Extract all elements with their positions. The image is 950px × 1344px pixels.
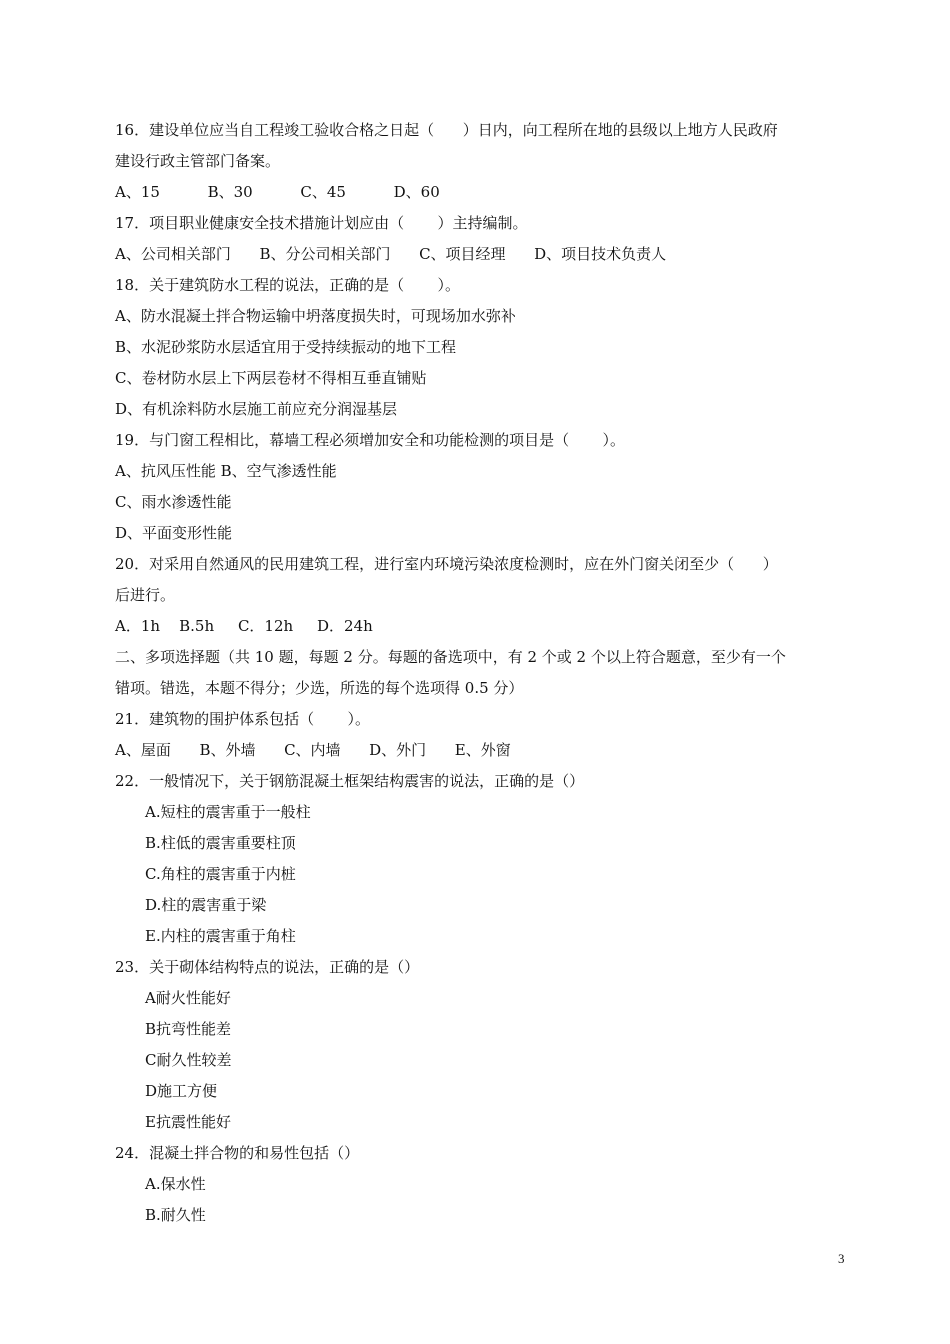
question-18-option-c: C、卷材防水层上下两层卷材不得相互垂直铺贴 (115, 369, 427, 387)
question-24-option-b: B.耐久性 (145, 1206, 206, 1224)
question-20-line-1: 20．对采用自然通风的民用建筑工程，进行室内环境污染浓度检测时，应在外门窗关闭至少（ ） (115, 555, 778, 573)
question-16-line-1: 16．建设单位应当自工程竣工验收合格之日起（ ）日内，向工程所在地的县级以上地方人民政府 (115, 121, 778, 139)
question-19: 19．与门窗工程相比，幕墙工程必须增加安全和功能检测的项目是（ ）。 (115, 431, 625, 449)
question-22-option-e: E.内柱的震害重于角柱 (145, 927, 296, 945)
question-22: 22．一般情况下，关于钢筋混凝土框架结构震害的说法，正确的是（） (115, 772, 585, 790)
question-18-option-a: A、防水混凝土拌合物运输中坍落度损失时，可现场加水弥补 (115, 307, 516, 325)
question-19-option-c: C、雨水渗透性能 (115, 493, 232, 511)
question-23-option-c: C耐久性较差 (145, 1051, 232, 1069)
question-17-options: A、公司相关部门 B、分公司相关部门 C、项目经理 D、项目技术负责人 (115, 245, 667, 263)
question-18: 18．关于建筑防水工程的说法，正确的是（ ）。 (115, 276, 460, 294)
question-21: 21．建筑物的围护体系包括（ ）。 (115, 710, 370, 728)
question-22-option-b: B.柱低的震害重要柱顶 (145, 834, 296, 852)
question-20-line-2: 后进行。 (115, 586, 176, 604)
question-18-option-d: D、有机涂料防水层施工前应充分润湿基层 (115, 400, 398, 418)
question-23-option-e: E抗震性能好 (145, 1113, 231, 1131)
question-24-option-a: A.保水性 (145, 1175, 206, 1193)
section-2-heading-line-1: 二、多项选择题（共 10 题，每题 2 分。每题的备选项中，有 2 个或 2 个以上符合题意，至少有一个 (115, 648, 786, 666)
question-23-option-b: B抗弯性能差 (145, 1020, 232, 1038)
question-22-option-a: A.短柱的震害重于一般柱 (145, 803, 311, 821)
page-number: 3 (838, 1251, 845, 1266)
section-2-heading-line-2: 错项。错选，本题不得分；少选，所选的每个选项得 0.5 分） (115, 679, 524, 697)
question-16-options: A、15 B、30 C、45 D、60 (115, 183, 440, 201)
question-19-option-d: D、平面变形性能 (115, 524, 233, 542)
question-16-line-2: 建设行政主管部门备案。 (115, 152, 281, 170)
question-23-option-a: A耐火性能好 (145, 989, 231, 1007)
question-18-option-b: B、水泥砂浆防水层适宜用于受持续振动的地下工程 (115, 338, 457, 356)
question-17: 17．项目职业健康安全技术措施计划应由（ ）主持编制。 (115, 214, 528, 232)
question-19-options-ab: A、抗风压性能 B、空气渗透性能 (115, 462, 337, 480)
question-23-option-d: D施工方便 (145, 1082, 218, 1100)
question-24: 24．混凝土拌合物的和易性包括（） (115, 1144, 360, 1162)
question-22-option-c: C.角柱的震害重于内桩 (145, 865, 296, 883)
question-21-options: A、屋面 B、外墙 C、内墙 D、外门 E、外窗 (115, 741, 511, 759)
question-22-option-d: D.柱的震害重于梁 (145, 896, 267, 914)
question-20-options: A．1h B.5h C．12h D．24h (115, 617, 373, 635)
question-23: 23．关于砌体结构特点的说法，正确的是（） (115, 958, 420, 976)
